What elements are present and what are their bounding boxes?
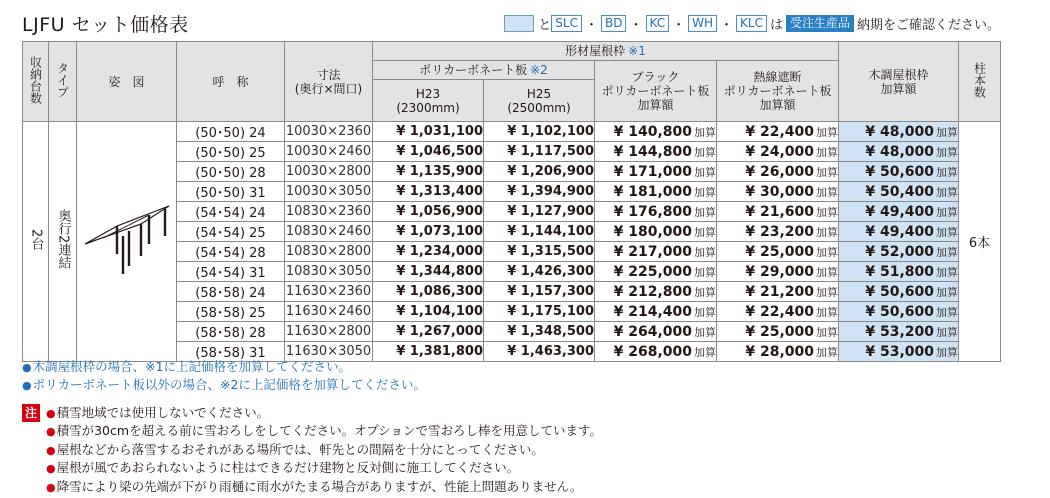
heat-add-cell: ¥ 22,400 加算 xyxy=(717,302,839,322)
table-row xyxy=(23,122,1001,142)
wood-add-cell: ¥ 52,000 加算 xyxy=(839,242,959,262)
pillars-cell: 6本 xyxy=(959,122,1001,362)
header-type: タイプ xyxy=(49,42,77,122)
h23-price-cell: ¥ 1,267,000 xyxy=(373,322,484,342)
h23-price-cell: ¥ 1,046,500 xyxy=(373,142,484,162)
black-add-cell: ¥ 144,800 加算 xyxy=(595,142,717,162)
name-cell: (50･50) 25 xyxy=(177,142,285,162)
warning-item: ●屋根が風であおられないように柱はできるだけ建物と反対側に施工してください。 xyxy=(46,460,520,476)
warning-notes xyxy=(22,404,602,496)
header-pillars: 柱本数 xyxy=(959,42,1001,122)
legend-separator: ・ xyxy=(584,18,598,33)
h25-price-cell: ¥ 1,175,100 xyxy=(484,302,595,322)
size-cell: 11630×2800 xyxy=(285,322,373,342)
warning-badge: 注 xyxy=(22,404,40,422)
name-cell: (58･58) 28 xyxy=(177,322,285,342)
type-cell: 奥行2連結 xyxy=(49,122,77,362)
warning-item: ●降雪により梁の先端が下がり雨樋に雨水がたまる場合がありますが、性能上問題ありません。 xyxy=(46,478,583,494)
h25-price-cell: ¥ 1,157,300 xyxy=(484,282,595,302)
size-cell: 10830×2460 xyxy=(285,222,373,242)
warning-item: ●屋根などから落雪するおそれがある場所では、軒先との間隔を十分にとってください。 xyxy=(46,441,544,457)
name-cell: (58･58) 25 xyxy=(177,302,285,322)
legend xyxy=(504,14,1000,33)
black-add-cell: ¥ 225,000 加算 xyxy=(595,262,717,282)
blue-note-item: ●ポリカーボネート板以外の場合、※2に上記価格を加算してください。 xyxy=(22,377,426,392)
heat-add-cell: ¥ 21,600 加算 xyxy=(717,202,839,222)
h23-price-cell: ¥ 1,344,800 xyxy=(373,262,484,282)
header-name: 呼 称 xyxy=(177,42,285,122)
price-table xyxy=(22,41,1001,362)
h23-price-cell: ¥ 1,073,100 xyxy=(373,222,484,242)
black-add-cell: ¥ 176,800 加算 xyxy=(595,202,717,222)
h23-price-cell: ¥ 1,234,000 xyxy=(373,242,484,262)
size-cell: 11630×2360 xyxy=(285,282,373,302)
black-add-cell: ¥ 268,000 加算 xyxy=(595,342,717,362)
header-size xyxy=(285,42,373,122)
figure-cell xyxy=(77,122,177,362)
name-cell: (50･50) 28 xyxy=(177,162,285,182)
tag-wh: WH xyxy=(688,15,717,32)
h23-price-cell: ¥ 1,313,400 xyxy=(373,182,484,202)
warning-list xyxy=(46,404,602,496)
header-size-sub: (奥行×間口) xyxy=(294,81,363,96)
name-cell: (58･58) 31 xyxy=(177,342,285,362)
highlight-swatch xyxy=(504,15,534,32)
header-wood: 木調屋根枠 加算額 xyxy=(839,42,959,122)
roof-group-note: ※1 xyxy=(628,44,646,58)
wood-add-cell: ¥ 50,600 加算 xyxy=(839,162,959,182)
header-capacity: 収納台数 xyxy=(23,42,49,122)
h25-price-cell: ¥ 1,315,500 xyxy=(484,242,595,262)
made-to-order-badge: 受注生産品 xyxy=(786,15,854,32)
black-add-cell: ¥ 214,400 加算 xyxy=(595,302,717,322)
carport-figure-icon xyxy=(81,200,173,280)
capacity-cell: 2台 xyxy=(23,122,49,362)
heat-add-cell: ¥ 21,200 加算 xyxy=(717,282,839,302)
h23-price-cell: ¥ 1,104,100 xyxy=(373,302,484,322)
header-black: ブラック ポリカーボネート板 加算額 xyxy=(595,61,717,122)
h23-price-cell: ¥ 1,135,900 xyxy=(373,162,484,182)
tag-slc: SLC xyxy=(551,15,582,32)
h25-price-cell: ¥ 1,394,900 xyxy=(484,182,595,202)
heat-add-cell: ¥ 30,000 加算 xyxy=(717,182,839,202)
h25-price-cell: ¥ 1,127,900 xyxy=(484,202,595,222)
name-cell: (54･54) 28 xyxy=(177,242,285,262)
tag-bd: BD xyxy=(601,15,626,32)
h23-price-cell: ¥ 1,381,800 xyxy=(373,342,484,362)
black-add-cell: ¥ 212,800 加算 xyxy=(595,282,717,302)
wood-add-cell: ¥ 48,000 加算 xyxy=(839,142,959,162)
heat-add-cell: ¥ 24,000 加算 xyxy=(717,142,839,162)
size-cell: 10030×2360 xyxy=(285,122,373,142)
black-add-cell: ¥ 140,800 加算 xyxy=(595,122,717,142)
heat-add-cell: ¥ 29,000 加算 xyxy=(717,262,839,282)
wood-add-cell: ¥ 51,800 加算 xyxy=(839,262,959,282)
warning-item: ●積雪が30cmを超える前に雪おろしをしてください。オプションで雪おろし棒を用意しています。 xyxy=(46,423,602,439)
header-size-label: 寸法 xyxy=(316,67,341,82)
size-cell: 10030×3050 xyxy=(285,182,373,202)
warning-item: ●積雪地域では使用しないでください。 xyxy=(46,405,270,420)
size-cell: 10830×2800 xyxy=(285,242,373,262)
black-add-cell: ¥ 171,000 加算 xyxy=(595,162,717,182)
legend-to: と xyxy=(538,18,552,33)
header-roof-group: 形材屋根枠 ※1 xyxy=(373,42,839,61)
heat-add-cell: ¥ 22,400 加算 xyxy=(717,122,839,142)
name-cell: (50･50) 24 xyxy=(177,122,285,142)
h23-price-cell: ¥ 1,031,100 xyxy=(373,122,484,142)
size-cell: 10030×2460 xyxy=(285,142,373,162)
heat-add-cell: ¥ 26,000 加算 xyxy=(717,162,839,182)
name-cell: (54･54) 25 xyxy=(177,222,285,242)
h23-price-cell: ¥ 1,086,300 xyxy=(373,282,484,302)
header-h23: H23 (2300mm) xyxy=(373,80,484,122)
black-add-cell: ¥ 264,000 加算 xyxy=(595,322,717,342)
header-heat: 熱線遮断 ポリカーボネート板 加算額 xyxy=(717,61,839,122)
name-cell: (58･58) 24 xyxy=(177,282,285,302)
h25-price-cell: ¥ 1,348,500 xyxy=(484,322,595,342)
legend-separator: ・ xyxy=(720,18,734,33)
header-figure: 姿 図 xyxy=(77,42,177,122)
page-title: LJFU セット価格表 xyxy=(22,14,189,36)
size-cell: 10030×2800 xyxy=(285,162,373,182)
heat-add-cell: ¥ 25,000 加算 xyxy=(717,242,839,262)
h25-price-cell: ¥ 1,463,300 xyxy=(484,342,595,362)
name-cell: (50･50) 31 xyxy=(177,182,285,202)
header-h25: H25 (2500mm) xyxy=(484,80,595,122)
tag-kc: KC xyxy=(646,15,670,32)
wood-add-cell: ¥ 50,600 加算 xyxy=(839,282,959,302)
wood-add-cell: ¥ 49,400 加算 xyxy=(839,202,959,222)
h25-price-cell: ¥ 1,426,300 xyxy=(484,262,595,282)
h25-price-cell: ¥ 1,117,500 xyxy=(484,142,595,162)
size-cell: 11630×2460 xyxy=(285,302,373,322)
name-cell: (54･54) 31 xyxy=(177,262,285,282)
blue-notes xyxy=(22,358,426,394)
wood-add-cell: ¥ 48,000 加算 xyxy=(839,122,959,142)
black-add-cell: ¥ 180,000 加算 xyxy=(595,222,717,242)
wood-add-cell: ¥ 50,400 加算 xyxy=(839,182,959,202)
size-cell: 10830×3050 xyxy=(285,262,373,282)
black-add-cell: ¥ 181,000 加算 xyxy=(595,182,717,202)
legend-separator: ・ xyxy=(629,18,643,33)
wood-add-cell: ¥ 53,200 加算 xyxy=(839,322,959,342)
legend-separator: ・ xyxy=(672,18,686,33)
price-table-body xyxy=(23,122,1001,362)
tag-klc: KLC xyxy=(736,15,767,32)
h23-price-cell: ¥ 1,056,900 xyxy=(373,202,484,222)
legend-wa: は xyxy=(769,18,783,33)
wood-add-cell: ¥ 49,400 加算 xyxy=(839,222,959,242)
wood-add-cell: ¥ 53,000 加算 xyxy=(839,342,959,362)
heat-add-cell: ¥ 28,000 加算 xyxy=(717,342,839,362)
legend-confirm: 納期をご確認ください。 xyxy=(856,18,1000,33)
size-cell: 11630×3050 xyxy=(285,342,373,362)
name-cell: (54･54) 24 xyxy=(177,202,285,222)
blue-note-item: ●木調屋根枠の場合、※1に上記価格を加算してください。 xyxy=(22,359,352,374)
size-cell: 10830×2360 xyxy=(285,202,373,222)
h25-price-cell: ¥ 1,102,100 xyxy=(484,122,595,142)
poly-note: ※2 xyxy=(530,63,548,77)
black-add-cell: ¥ 217,000 加算 xyxy=(595,242,717,262)
heat-add-cell: ¥ 23,200 加算 xyxy=(717,222,839,242)
h25-price-cell: ¥ 1,206,900 xyxy=(484,162,595,182)
heat-add-cell: ¥ 25,000 加算 xyxy=(717,322,839,342)
h25-price-cell: ¥ 1,144,100 xyxy=(484,222,595,242)
header-poly-group: ポリカーボネート板 ※2 xyxy=(373,61,595,80)
wood-add-cell: ¥ 50,600 加算 xyxy=(839,302,959,322)
